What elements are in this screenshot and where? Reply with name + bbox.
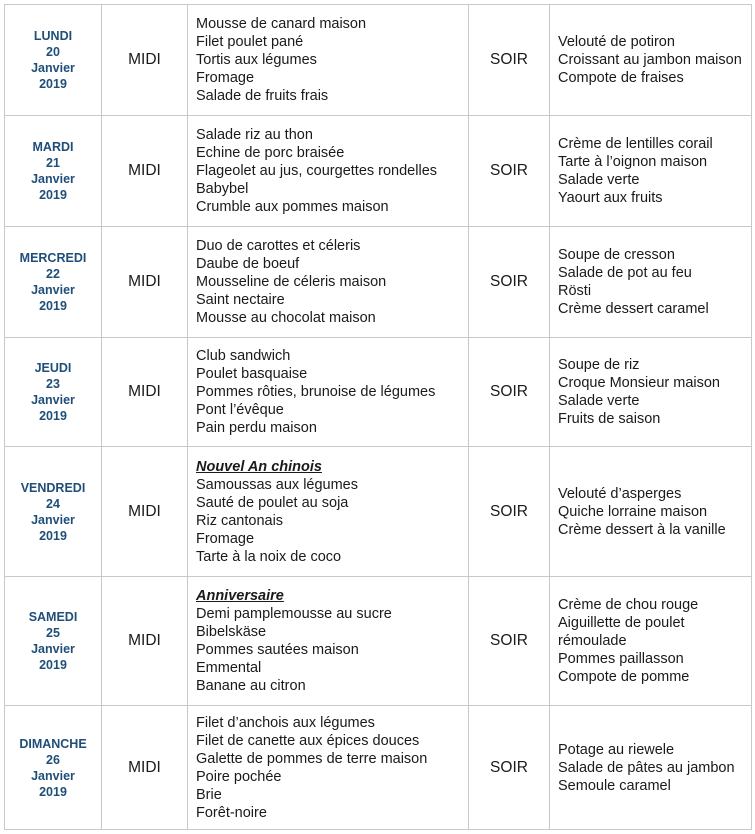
midi-dishes (188, 577, 469, 706)
midi-dish: Pommes rôties, brunoise de légumes (196, 384, 436, 400)
day-date: 20 (46, 45, 60, 59)
soir-label: SOIR (469, 5, 550, 116)
soir-dish: Salade verte (558, 172, 640, 188)
soir-dish: Velouté de potiron (558, 34, 675, 50)
day-cell (5, 447, 102, 577)
soir-dishes (550, 706, 752, 830)
midi-dish: Mousseline de céleris maison (196, 274, 387, 290)
midi-dish: Tortis aux légumes (196, 52, 317, 68)
midi-dish: Crumble aux pommes maison (196, 199, 389, 215)
midi-dish: Bibelskäse (196, 624, 267, 640)
day-day: MARDI (32, 140, 74, 154)
soir-dish: Compote de fraises (558, 70, 684, 86)
midi-label: MIDI (102, 227, 188, 338)
day-row-vendredi (5, 447, 752, 577)
day-year: 2019 (39, 77, 67, 91)
midi-dish: Pont l’évêque (196, 402, 284, 418)
day-row-lundi (5, 5, 752, 116)
day-cell (5, 706, 102, 830)
day-row-samedi (5, 577, 752, 706)
soir-dishes (550, 116, 752, 227)
day-day: LUNDI (33, 29, 73, 43)
special-event-title: Anniversaire (196, 588, 284, 604)
day-cell (5, 577, 102, 706)
soir-dish: Crème de chou rouge (558, 597, 699, 613)
midi-dish: Saint nectaire (196, 292, 285, 308)
day-date: 22 (46, 267, 60, 281)
day-row-mercredi (5, 227, 752, 338)
day-year: 2019 (39, 299, 67, 313)
midi-dish: Babybel (196, 181, 249, 197)
midi-dish: Pain perdu maison (196, 420, 317, 436)
menu-body (5, 5, 752, 830)
soir-dish: Salade verte (558, 393, 640, 409)
day-cell (5, 227, 102, 338)
midi-dish: Emmental (196, 660, 262, 676)
day-date: 26 (46, 752, 60, 767)
soir-dishes (550, 5, 752, 116)
soir-dish: Rösti (558, 283, 592, 299)
soir-dish: Yaourt aux fruits (558, 190, 663, 206)
soir-dish: Aiguillette de poulet (558, 615, 685, 631)
midi-dish: Club sandwich (196, 348, 291, 364)
soir-dishes (550, 447, 752, 577)
day-cell (5, 338, 102, 447)
midi-dish: Flageolet au jus, courgettes rondelles (196, 163, 438, 179)
midi-dish: Mousse au chocolat maison (196, 310, 376, 326)
day-row-jeudi (5, 338, 752, 447)
day-date: 21 (46, 156, 60, 170)
midi-dishes (188, 706, 469, 830)
soir-dishes (550, 338, 752, 447)
soir-dishes (550, 577, 752, 706)
soir-dish: Fruits de saison (558, 411, 661, 427)
soir-label: SOIR (469, 577, 550, 706)
soir-dishes (550, 227, 752, 338)
midi-dish: Galette de pommes de terre maison (196, 750, 428, 767)
soir-dish: Croissant au jambon maison (558, 52, 742, 68)
day-month: Janvier (31, 283, 75, 297)
midi-dish: Fromage (196, 530, 255, 547)
midi-dish: Riz cantonais (196, 512, 284, 529)
midi-dish: Pommes sautées maison (196, 642, 359, 658)
soir-label: SOIR (469, 338, 550, 447)
day-date: 25 (46, 626, 60, 640)
weekly-menu-table (4, 4, 752, 830)
midi-dish: Brie (196, 786, 222, 803)
midi-dish: Tarte à la noix de coco (196, 548, 342, 565)
day-month: Janvier (31, 393, 75, 407)
day-year: 2019 (39, 784, 67, 799)
midi-label: MIDI (102, 706, 188, 830)
day-month: Janvier (31, 512, 75, 527)
midi-label: MIDI (102, 447, 188, 577)
soir-dish: Crème de lentilles corail (558, 136, 713, 152)
midi-dish: Banane au citron (196, 678, 306, 694)
soir-dish: Tarte à l’oignon maison (558, 154, 708, 170)
special-event-title: Nouvel An chinois (196, 458, 322, 475)
day-year: 2019 (39, 658, 67, 672)
day-day: JEUDI (34, 361, 72, 375)
midi-dish: Poire pochée (196, 768, 282, 785)
day-row-mardi (5, 116, 752, 227)
midi-dish: Mousse de canard maison (196, 16, 367, 32)
midi-dish: Samoussas aux légumes (196, 476, 358, 493)
soir-dish: Crème dessert caramel (558, 301, 709, 317)
soir-dish: Potage au riewele (558, 741, 675, 758)
midi-dish: Salade de fruits frais (196, 88, 329, 104)
midi-dishes (188, 447, 469, 577)
midi-dish: Filet de canette aux épices douces (196, 732, 420, 749)
soir-label: SOIR (469, 116, 550, 227)
soir-dish: Salade de pot au feu (558, 265, 692, 281)
soir-label: SOIR (469, 227, 550, 338)
midi-dish: Echine de porc braisée (196, 145, 345, 161)
midi-dishes (188, 116, 469, 227)
soir-dish: Soupe de cresson (558, 247, 675, 263)
day-cell (5, 5, 102, 116)
midi-label: MIDI (102, 5, 188, 116)
day-day: SAMEDI (28, 610, 78, 624)
soir-label: SOIR (469, 447, 550, 577)
midi-label: MIDI (102, 116, 188, 227)
midi-dish: Demi pamplemousse au sucre (196, 606, 392, 622)
midi-dish: Duo de carottes et céleris (196, 238, 361, 254)
day-date: 23 (46, 377, 60, 391)
day-date: 24 (46, 496, 60, 511)
soir-dish: Velouté d’asperges (558, 485, 682, 502)
day-day: MERCREDI (19, 251, 87, 265)
soir-dish: rémoulade (558, 633, 627, 649)
day-month: Janvier (31, 642, 75, 656)
soir-dish: Pommes paillasson (558, 651, 684, 667)
midi-dish: Filet d’anchois aux légumes (196, 714, 375, 731)
soir-label: SOIR (469, 706, 550, 830)
day-year: 2019 (39, 528, 67, 543)
midi-dish: Filet poulet pané (196, 34, 304, 50)
day-day: DIMANCHE (19, 736, 87, 751)
midi-dish: Salade riz au thon (196, 127, 313, 143)
midi-dishes (188, 5, 469, 116)
day-cell (5, 116, 102, 227)
midi-label: MIDI (102, 577, 188, 706)
day-month: Janvier (31, 61, 75, 75)
day-day: VENDREDI (20, 480, 86, 495)
day-month: Janvier (31, 172, 75, 186)
midi-dishes (188, 227, 469, 338)
soir-dish: Crème dessert à la vanille (558, 521, 726, 538)
day-year: 2019 (39, 188, 67, 202)
soir-dish: Quiche lorraine maison (558, 503, 708, 520)
soir-dish: Croque Monsieur maison (558, 375, 720, 391)
soir-dish: Salade de pâtes au jambon (558, 759, 735, 776)
soir-dish: Compote de pomme (558, 669, 690, 685)
day-month: Janvier (31, 768, 75, 783)
midi-dishes (188, 338, 469, 447)
day-year: 2019 (39, 409, 67, 423)
soir-dish: Soupe de riz (558, 357, 640, 373)
midi-label: MIDI (102, 338, 188, 447)
midi-dish: Forêt-noire (196, 804, 267, 821)
midi-dish: Sauté de poulet au soja (196, 494, 349, 511)
midi-dish: Daube de boeuf (196, 256, 300, 272)
day-row-dimanche (5, 706, 752, 830)
midi-dish: Fromage (196, 70, 255, 86)
soir-dish: Semoule caramel (558, 777, 671, 794)
midi-dish: Poulet basquaise (196, 366, 308, 382)
